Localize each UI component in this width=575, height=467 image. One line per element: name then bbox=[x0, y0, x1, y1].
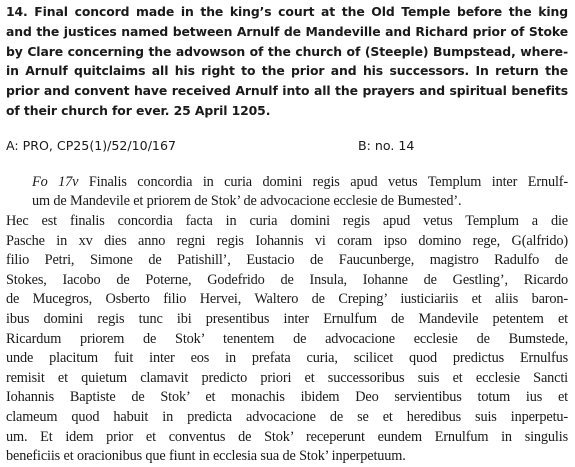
body-line: de Mucegros, Osberto filio Hervei, Waltero de Creping’ iusticiariis et aliis baron- bbox=[6, 291, 568, 308]
heading-line: by Clare concerning the advowson of the church of (Steeple) Bumpstead, where- bbox=[6, 43, 568, 59]
charter-entry bbox=[6, 2, 568, 467]
body-line: remisit et quietum clamavit predicto priori et successoribus suis et ecclesie Sancti bbox=[6, 369, 568, 386]
body-line: clameum quod habuit in predicta advocacione de se et heredibus suis inperpetu- bbox=[6, 408, 568, 425]
body-line: unde placitum fuit inter eos in prefata curia, scilicet quod predictus Ernulfus bbox=[6, 350, 568, 367]
source-references bbox=[6, 136, 568, 156]
entry-heading bbox=[6, 2, 568, 121]
latin-text bbox=[6, 173, 568, 467]
source-ref-b: B: no. 14 bbox=[358, 137, 415, 153]
heading-line: prior and convent have received Arnulf into all the prayers and spiritual benefits bbox=[6, 83, 568, 99]
heading-line: and the justices named between Arnulf de Mandeville and Richard prior of Stoke bbox=[6, 23, 568, 39]
rubric-line bbox=[6, 173, 568, 193]
rubric-line: um de Mandevile et priorem de Stok’ de advocacione ecclesie de Bumested’. bbox=[32, 193, 462, 210]
heading-line: in Arnulf quitclaims all his right to the prior and his successors. In return the bbox=[6, 63, 568, 79]
source-ref-a: A: PRO, CP25(1)/52/10/167 bbox=[6, 137, 176, 153]
body-line: beneficiis et oracionibus que fiunt in ecclesia sua de Stok’ inperpetuum. bbox=[6, 448, 406, 465]
body-line: um. Et idem prior et conventus de Stok’ receperunt eundem Ernulfum in singulis bbox=[6, 428, 568, 445]
heading-line: of their church for ever. 25 April 1205. bbox=[6, 102, 271, 118]
rubric-text: Finalis concordia in curia domini regis apud vetus Templum inter Ernulf- bbox=[88, 173, 568, 190]
body-line: ibus domini regis tunc ibi presentibus inter Ernulfum de Mandevile petentem et bbox=[6, 310, 568, 327]
folio-reference: Fo 17v bbox=[32, 173, 79, 190]
body-line: Pasche in xv dies anno regni regis Iohannis vi coram ipso domino rege, G(alfrido) bbox=[6, 232, 568, 249]
body-line: filio Petri, Simone de Patishill’, Eustacio de Faucunberge, magistro Radulfo de bbox=[6, 252, 568, 269]
body-line: Stokes, Iacobo de Poterne, Godefrido de Insula, Iohanne de Gestling’, Ricardo bbox=[6, 271, 568, 288]
body-line: Iohannis Baptiste de Stok’ et monachis ibidem Deo servientibus totum ius et bbox=[6, 389, 568, 406]
body-line: Hec est finalis concordia facta in curia domini regis apud vetus Templum a die bbox=[6, 212, 568, 229]
body-line: Ricardum priorem de Stok’ tenentem de advocacione ecclesie de Bumstede, bbox=[6, 330, 568, 347]
heading-line: 14. Final concord made in the king’s court at the Old Temple before the king bbox=[6, 4, 568, 19]
